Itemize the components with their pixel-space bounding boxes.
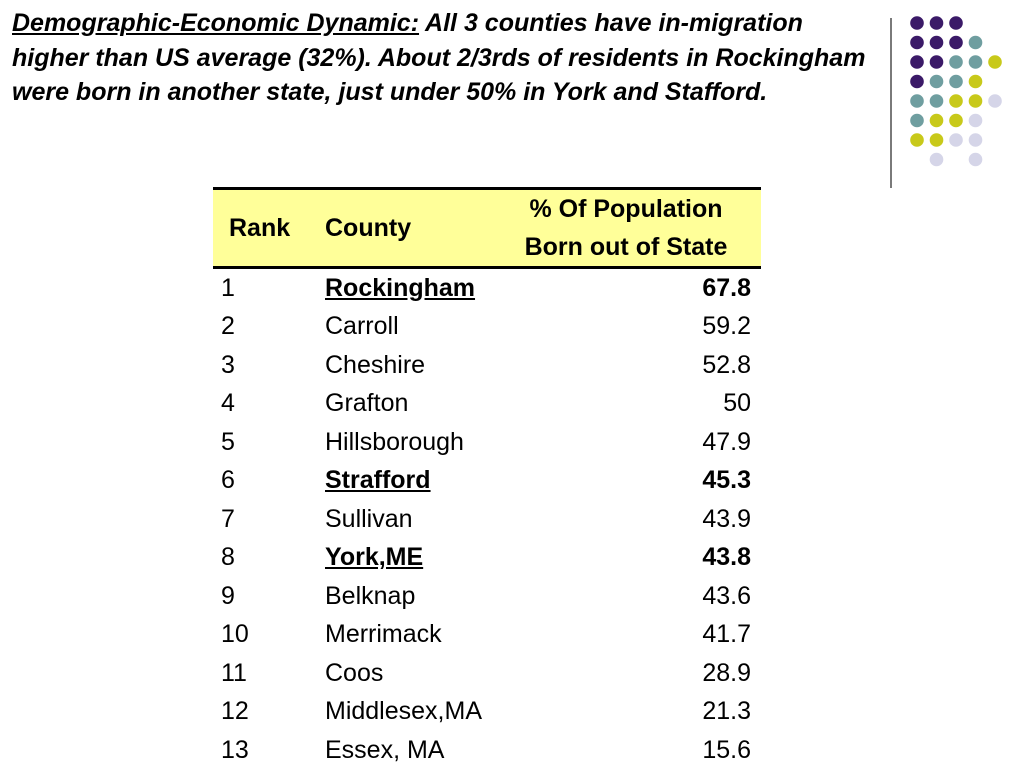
decorative-dot — [930, 94, 944, 108]
table-row — [213, 693, 761, 732]
table-row — [213, 385, 761, 424]
decorative-dot-grid — [908, 14, 1008, 174]
table-row — [213, 577, 761, 616]
county-cell: Essex, MA — [325, 735, 445, 764]
table-row — [213, 731, 761, 770]
county-cell: Cheshire — [325, 350, 426, 379]
decorative-dot — [969, 114, 983, 128]
decorative-dot — [949, 94, 963, 108]
slide-title-lead: Demographic-Economic Dynamic: — [12, 9, 420, 37]
slide-title — [12, 6, 882, 110]
county-cell: Rockingham — [325, 273, 476, 302]
decorative-dot — [949, 75, 963, 89]
decorative-dot — [910, 55, 924, 69]
rank-cell: 6 — [221, 466, 235, 495]
county-cell: Hillsborough — [325, 427, 464, 456]
decorative-dot — [949, 16, 963, 30]
table-body — [213, 268, 761, 770]
decorative-dot — [969, 75, 983, 89]
rank-cell: 11 — [221, 658, 247, 687]
county-cell: Sullivan — [325, 504, 413, 533]
header-pct-out-of-state — [495, 189, 761, 268]
decorative-dot — [910, 36, 924, 50]
pct-cell: 67.8 — [702, 273, 751, 302]
county-cell: Middlesex,MA — [325, 697, 482, 726]
decorative-dot — [969, 36, 983, 50]
decorative-dot — [988, 55, 1002, 69]
rank-cell: 13 — [221, 735, 249, 764]
vertical-divider — [890, 18, 892, 188]
table-row — [213, 654, 761, 693]
county-cell: Belknap — [325, 581, 416, 610]
decorative-dot — [949, 114, 963, 128]
decorative-dot — [930, 36, 944, 50]
pct-cell: 59.2 — [702, 312, 751, 341]
pct-cell: 28.9 — [702, 658, 751, 687]
table-row — [213, 423, 761, 462]
decorative-dot — [910, 114, 924, 128]
pct-cell: 15.6 — [702, 735, 751, 764]
pct-cell: 43.6 — [702, 581, 751, 610]
rank-cell: 7 — [221, 504, 235, 533]
rank-cell: 4 — [221, 389, 235, 418]
decorative-dot — [910, 16, 924, 30]
table-row — [213, 308, 761, 347]
decorative-dot — [969, 133, 983, 147]
decorative-dot — [969, 94, 983, 108]
decorative-dot — [969, 55, 983, 69]
pct-cell: 21.3 — [702, 697, 751, 726]
table-row — [213, 616, 761, 655]
decorative-dot — [949, 133, 963, 147]
pct-cell: 43.8 — [702, 543, 751, 572]
county-cell: Strafford — [325, 466, 431, 495]
header-county: County — [325, 213, 412, 242]
rank-cell: 2 — [221, 312, 235, 341]
pct-cell: 52.8 — [702, 350, 751, 379]
rank-cell: 1 — [221, 273, 235, 302]
decorative-dot — [949, 55, 963, 69]
header-pct-line2: Born out of State — [524, 233, 728, 261]
rank-cell: 3 — [221, 350, 235, 379]
decorative-dot — [910, 75, 924, 89]
table-row — [213, 268, 761, 308]
decorative-dot — [930, 133, 944, 147]
ranking-table — [213, 187, 761, 770]
decorative-dot — [930, 75, 944, 89]
decorative-dot — [949, 36, 963, 50]
table-row — [213, 462, 761, 501]
decorative-dot — [930, 55, 944, 69]
slide-title-body: All 3 counties have in-migration higher than US average (32%). About 2/3rds of residents in Rockingham were born in another state, just under 50% in York and Stafford. — [12, 9, 866, 106]
rank-cell: 12 — [221, 697, 249, 726]
decorative-dot — [910, 133, 924, 147]
pct-cell: 43.9 — [702, 504, 751, 533]
decorative-dot — [930, 153, 944, 167]
table-row — [213, 500, 761, 539]
rank-cell: 5 — [221, 427, 235, 456]
decorative-dot — [930, 16, 944, 30]
county-cell: Grafton — [325, 389, 409, 418]
table-row — [213, 539, 761, 578]
county-cell: York,ME — [325, 543, 424, 572]
pct-cell: 41.7 — [702, 620, 751, 649]
pct-cell: 50 — [723, 389, 751, 418]
rank-cell: 8 — [221, 543, 235, 572]
table-header-row — [213, 189, 761, 268]
pct-cell: 45.3 — [702, 466, 751, 495]
county-cell: Merrimack — [325, 620, 442, 649]
county-cell: Carroll — [325, 312, 399, 341]
rank-cell: 9 — [221, 581, 235, 610]
decorative-dot — [969, 153, 983, 167]
rank-cell: 10 — [221, 620, 249, 649]
ranking-table-container — [213, 187, 761, 770]
table-header — [213, 189, 761, 268]
table-row — [213, 346, 761, 385]
pct-cell: 47.9 — [702, 427, 751, 456]
header-pct-line1: % Of Population — [529, 195, 723, 223]
decorative-dot — [988, 94, 1002, 108]
county-cell: Coos — [325, 658, 384, 687]
header-rank: Rank — [229, 213, 291, 242]
decorative-dot — [930, 114, 944, 128]
decorative-dot — [910, 94, 924, 108]
